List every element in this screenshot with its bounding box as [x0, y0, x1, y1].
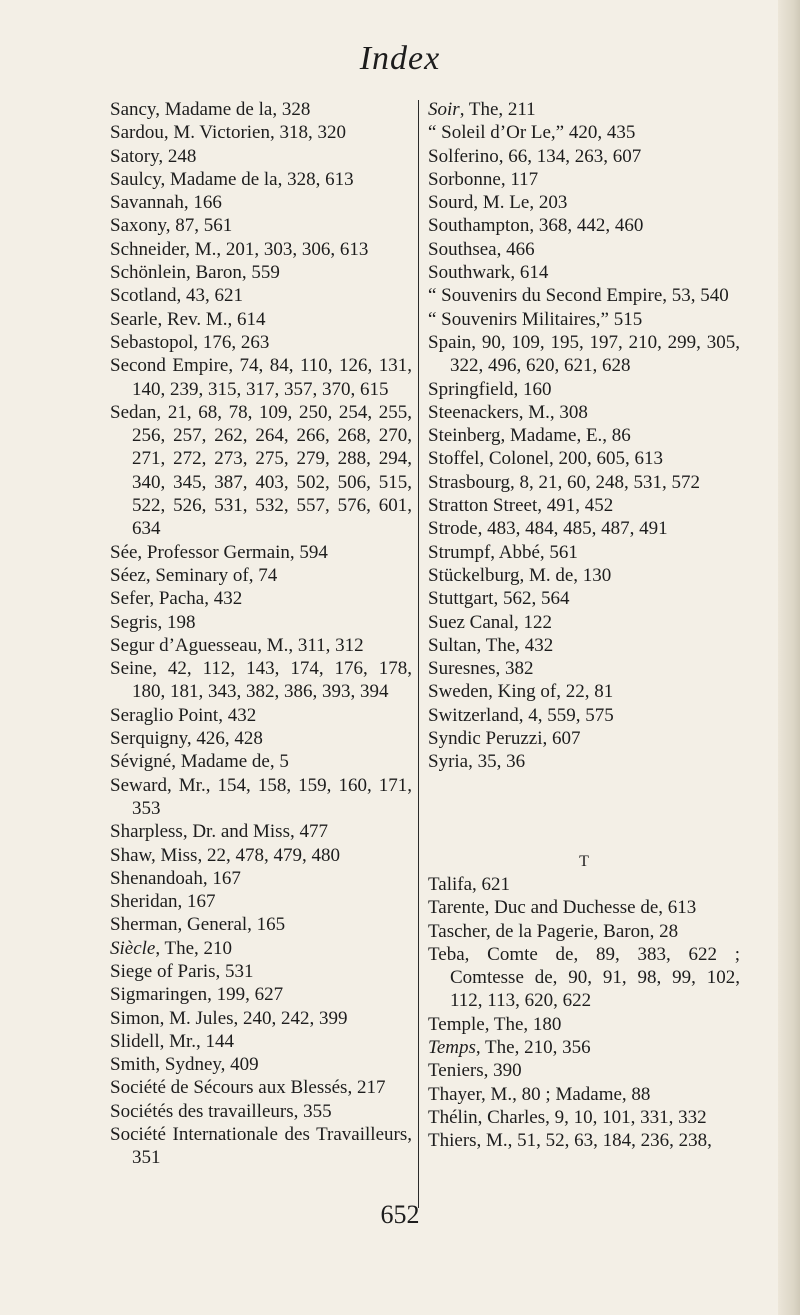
- entry-text: Talifa, 621: [428, 873, 511, 895]
- entry-text: Seraglio Point, 432: [110, 704, 257, 726]
- entry-text: Syndic Peruzzi, 607: [428, 728, 581, 750]
- index-entry: [428, 517, 740, 540]
- index-entry: [110, 890, 412, 913]
- index-entry: [110, 960, 412, 983]
- entry-text: Slidell, Mr., 144: [110, 1030, 235, 1052]
- index-entry: [110, 331, 412, 354]
- index-entry: [428, 471, 740, 494]
- index-entry: [428, 1106, 740, 1129]
- index-entry: [110, 238, 412, 261]
- index-entry: [110, 1053, 412, 1076]
- entry-italic-title: Soir: [428, 99, 460, 120]
- index-entry: [110, 168, 412, 191]
- entry-text: Sheridan, 167: [110, 891, 216, 913]
- entry-text: Saulcy, Madame de la, 328, 613: [110, 168, 354, 190]
- index-entry: [110, 657, 412, 704]
- index-entry: [110, 1123, 412, 1170]
- index-entry: [110, 774, 412, 821]
- index-entry: [428, 494, 740, 517]
- index-entry: [110, 937, 412, 960]
- index-entry: [110, 1007, 412, 1030]
- index-entry: [428, 145, 740, 168]
- entry-text: Sweden, King of, 22, 81: [428, 681, 614, 703]
- entry-text: Switzerland, 4, 559, 575: [428, 704, 614, 726]
- index-column-right: [428, 98, 740, 1152]
- entry-text: Southampton, 368, 442, 460: [428, 215, 644, 237]
- index-entry: [428, 1083, 740, 1106]
- index-entry: [110, 121, 412, 144]
- section-letter: T: [579, 852, 589, 870]
- index-entry: [428, 447, 740, 470]
- index-entry: [428, 331, 740, 378]
- entry-text: Sardou, M. Victorien, 318, 320: [110, 122, 346, 144]
- entry-text: Sorbonne, 117: [428, 168, 539, 190]
- index-entry: [110, 354, 412, 401]
- index-entry: [428, 1059, 740, 1082]
- index-entry: [110, 634, 412, 657]
- entry-text: Strasbourg, 8, 21, 60, 248, 531, 572: [428, 471, 700, 493]
- index-entry: [428, 657, 740, 680]
- entry-text: Segur d’Aguesseau, M., 311, 312: [110, 634, 364, 656]
- index-entry: [428, 587, 740, 610]
- entry-text: Temple, The, 180: [428, 1013, 562, 1035]
- entry-text: Steinberg, Madame, E., 86: [428, 425, 631, 447]
- index-entry: [428, 541, 740, 564]
- index-entry: [110, 727, 412, 750]
- entry-text: Société de Sécours aux Blessés, 217: [110, 1077, 386, 1099]
- index-column-left: [110, 98, 412, 1170]
- entry-text: Schönlein, Baron, 559: [110, 262, 280, 284]
- entry-text: Serquigny, 426, 428: [110, 728, 263, 750]
- index-entry: [428, 401, 740, 424]
- index-entry: [110, 401, 412, 541]
- index-entry: [428, 920, 740, 943]
- index-entry: [428, 98, 740, 121]
- entry-text: Suresnes, 382: [428, 658, 534, 680]
- index-entry: [110, 191, 412, 214]
- entry-text: , The, 210, 356: [475, 1036, 591, 1058]
- index-entry: [110, 820, 412, 843]
- entry-italic-title: Temps: [428, 1036, 476, 1058]
- entry-text: Shenandoah, 167: [110, 867, 241, 889]
- index-entry: [428, 896, 740, 919]
- entry-text: Segris, 198: [110, 611, 196, 633]
- entry-text: Steenackers, M., 308: [428, 401, 588, 423]
- index-entry: [110, 1030, 412, 1053]
- index-entry: [110, 844, 412, 867]
- entry-text: Teniers, 390: [428, 1060, 522, 1082]
- index-entry: [110, 284, 412, 307]
- entry-text: Teba, Comte de, 89, 383, 622 ; Comtesse de, 90, 91, 98, 99, 102, 112, 113, 620, 622: [428, 943, 740, 1012]
- entry-text: Savannah, 166: [110, 192, 222, 214]
- entry-text: Scotland, 43, 621: [110, 285, 243, 307]
- index-section-s: [428, 98, 740, 774]
- index-entry: [110, 1100, 412, 1123]
- entry-text: Solferino, 66, 134, 263, 607: [428, 145, 642, 167]
- entry-text: Siege of Paris, 531: [110, 960, 254, 982]
- index-entry: [428, 680, 740, 703]
- index-entry: [110, 913, 412, 936]
- entry-text: Seine, 42, 112, 143, 174, 176, 178, 180, 181, 343, 382, 386, 393, 394: [110, 658, 412, 703]
- index-entry: [110, 261, 412, 284]
- index-entry: [428, 424, 740, 447]
- entry-text: Tascher, de la Pagerie, Baron, 28: [428, 920, 679, 942]
- index-entry: [110, 867, 412, 890]
- entry-text: Société Internationale des Travailleurs, 351: [110, 1124, 412, 1169]
- index-entry: [428, 261, 740, 284]
- page-edge: [778, 0, 800, 1315]
- entry-text: “ Soleil d’Or Le,” 420, 435: [428, 122, 636, 144]
- index-entry: [110, 564, 412, 587]
- index-entry: [428, 943, 740, 1013]
- entry-text: , The, 210: [155, 937, 233, 959]
- index-section-t: [428, 873, 740, 1153]
- entry-text: Stratton Street, 491, 452: [428, 495, 614, 517]
- index-entry: [428, 1036, 740, 1059]
- index-entry: [110, 145, 412, 168]
- entry-text: Suez Canal, 122: [428, 611, 553, 633]
- page-number: 652: [380, 1200, 420, 1229]
- entry-text: “ Souvenirs Militaires,” 515: [428, 308, 643, 330]
- entry-italic-title: Siècle: [110, 937, 156, 959]
- entry-text: Satory, 248: [110, 145, 197, 167]
- entry-text: Strode, 483, 484, 485, 487, 491: [428, 518, 668, 540]
- index-entry: [428, 727, 740, 750]
- index-entry: [428, 564, 740, 587]
- entry-text: Seward, Mr., 154, 158, 159, 160, 171, 353: [110, 774, 412, 819]
- entry-text: Stückelburg, M. de, 130: [428, 564, 612, 586]
- index-entry: [428, 121, 740, 144]
- index-entry: [428, 873, 740, 896]
- entry-text: Stoffel, Colonel, 200, 605, 613: [428, 448, 664, 470]
- index-entry: [428, 1129, 740, 1152]
- entry-text: Southwark, 614: [428, 262, 549, 284]
- entry-text: Sée, Professor Germain, 594: [110, 541, 328, 563]
- index-entry: [428, 238, 740, 261]
- index-entry: [110, 587, 412, 610]
- entry-text: Southsea, 466: [428, 238, 535, 260]
- index-entry: [428, 284, 740, 307]
- index-entry: [110, 1076, 412, 1099]
- page-header: Index: [359, 40, 441, 77]
- entry-text: “ Souvenirs du Second Empire, 53, 540: [428, 285, 729, 307]
- entry-text: Sebastopol, 176, 263: [110, 331, 270, 353]
- entry-text: Thayer, M., 80 ; Madame, 88: [428, 1083, 651, 1105]
- entry-text: Thélin, Charles, 9, 10, 101, 331, 332: [428, 1106, 707, 1128]
- entry-text: Spain, 90, 109, 195, 197, 210, 299, 305, 322, 496, 620, 621, 628: [428, 331, 740, 377]
- entry-text: Sourd, M. Le, 203: [428, 192, 568, 214]
- index-entry: [428, 308, 740, 331]
- index-entry: [110, 704, 412, 727]
- section-gap: [428, 774, 740, 850]
- entry-text: Second Empire, 74, 84, 110, 126, 131, 140, 239, 315, 317, 357, 370, 615: [110, 355, 412, 400]
- entry-text: Séez, Seminary of, 74: [110, 564, 278, 586]
- index-entry: [428, 214, 740, 237]
- index-entry: [110, 541, 412, 564]
- entry-text: , The, 211: [459, 99, 536, 120]
- entry-text: Shaw, Miss, 22, 478, 479, 480: [110, 844, 340, 866]
- entry-text: Thiers, M., 51, 52, 63, 184, 236, 238,: [428, 1130, 712, 1152]
- entry-text: Syria, 35, 36: [428, 751, 526, 773]
- index-entry: [428, 168, 740, 191]
- index-entry: [110, 983, 412, 1006]
- entry-text: Strumpf, Abbé, 561: [428, 541, 578, 563]
- entry-text: Sedan, 21, 68, 78, 109, 250, 254, 255, 256, 257, 262, 264, 266, 268, 270, 271, 272, 273, 275, 279, 288, 294, 340, 345, 387, 403, 502, 506, 515, 522, 526, 531, 532, 557, 576, 601, 634: [110, 401, 412, 540]
- index-entry: [428, 191, 740, 214]
- entry-text: Sherman, General, 165: [110, 914, 286, 936]
- entry-text: Tarente, Duc and Duchesse de, 613: [428, 897, 697, 919]
- index-entry: [428, 634, 740, 657]
- entry-text: Stuttgart, 562, 564: [428, 588, 570, 610]
- entry-text: Sefer, Pacha, 432: [110, 588, 243, 610]
- entry-text: Saxony, 87, 561: [110, 215, 233, 237]
- index-entry: [428, 611, 740, 634]
- entry-text: Sharpless, Dr. and Miss, 477: [110, 821, 328, 843]
- column-divider: [418, 100, 419, 1208]
- index-entry: [110, 214, 412, 237]
- entry-text: Sigmaringen, 199, 627: [110, 984, 284, 1006]
- entry-text: Simon, M. Jules, 240, 242, 399: [110, 1007, 348, 1029]
- entry-text: Sociétés des travailleurs, 355: [110, 1100, 332, 1122]
- entry-text: Searle, Rev. M., 614: [110, 308, 266, 330]
- index-entry: [110, 750, 412, 773]
- index-entry: [110, 308, 412, 331]
- entry-text: Springfield, 160: [428, 378, 552, 400]
- index-entry: [428, 750, 740, 773]
- entry-text: Sévigné, Madame de, 5: [110, 751, 289, 773]
- index-entry: [110, 98, 412, 121]
- index-entry: [428, 704, 740, 727]
- index-entry: [428, 1013, 740, 1036]
- entry-text: Schneider, M., 201, 303, 306, 613: [110, 238, 369, 260]
- index-entry: [110, 611, 412, 634]
- entry-text: Sancy, Madame de la, 328: [110, 99, 311, 120]
- index-entry: [428, 378, 740, 401]
- entry-text: Smith, Sydney, 409: [110, 1054, 259, 1076]
- entry-text: Sultan, The, 432: [428, 634, 554, 656]
